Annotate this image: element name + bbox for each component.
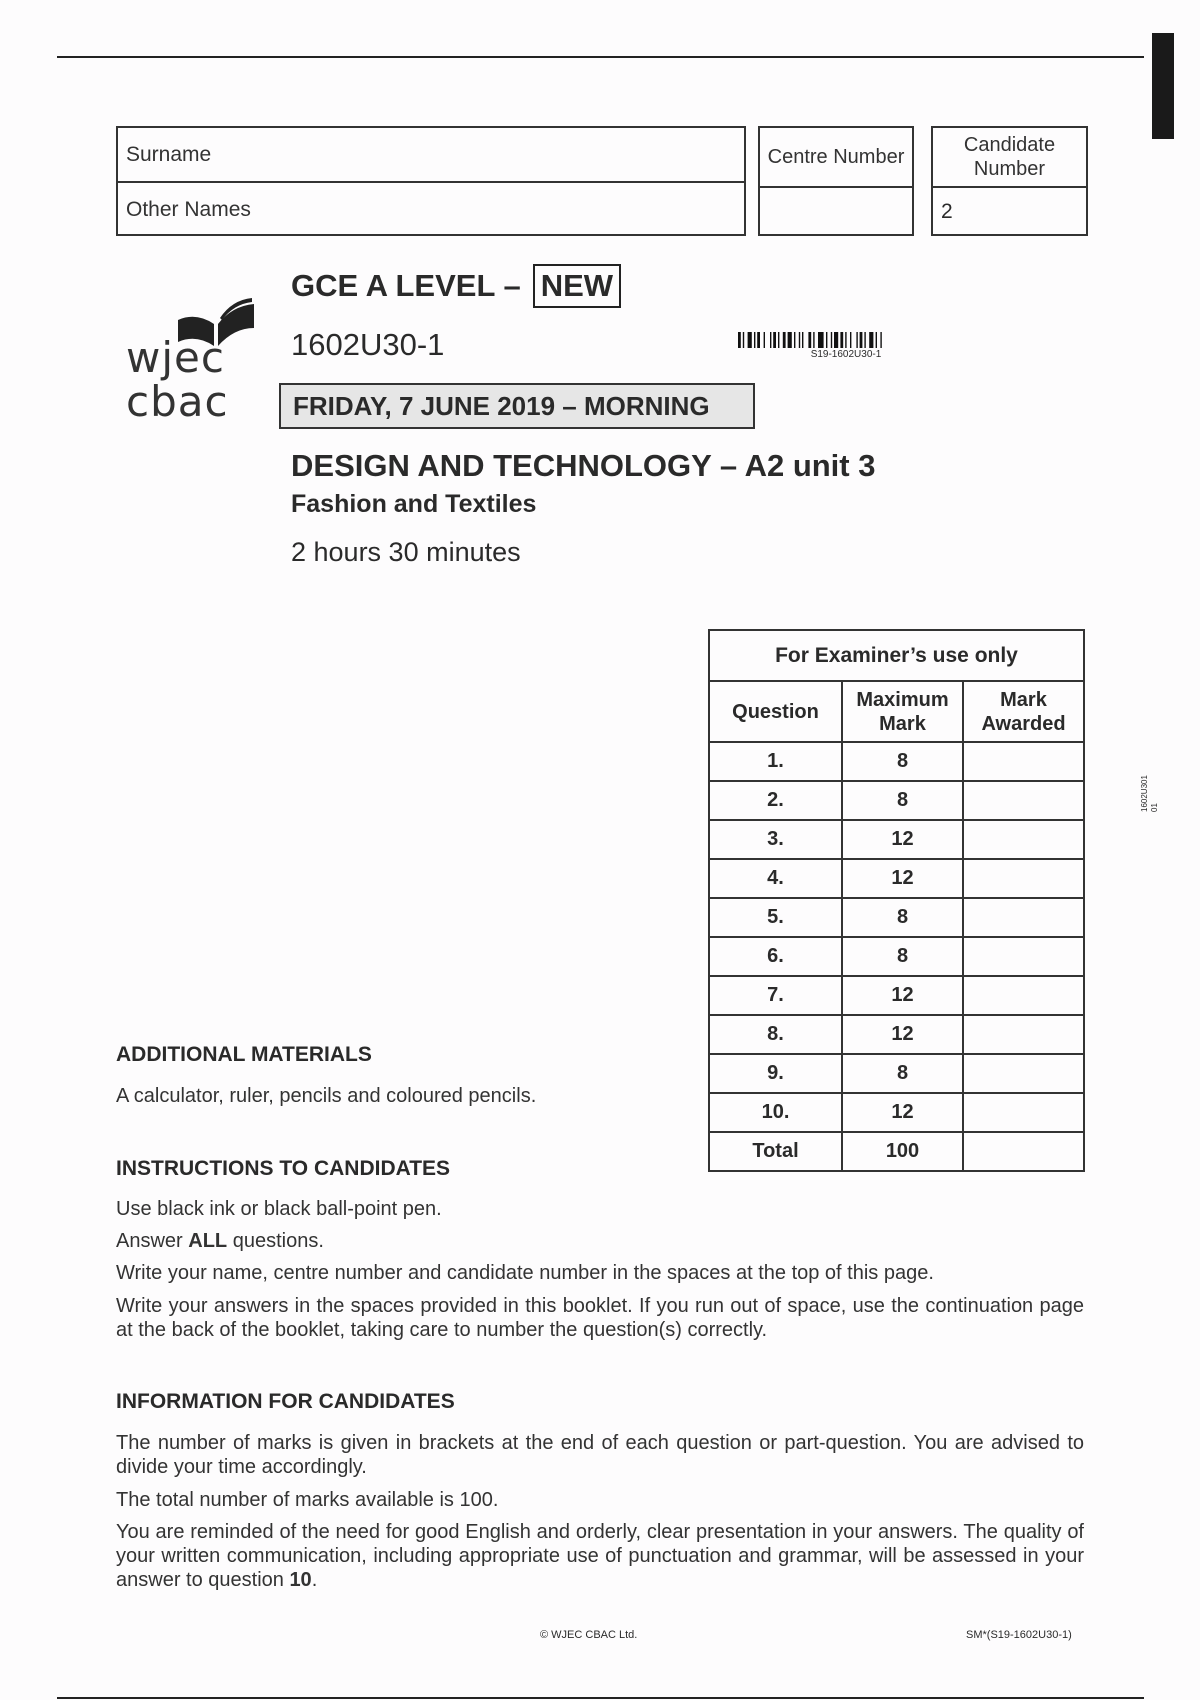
other-names-field[interactable] [118, 181, 744, 236]
max-mark: 8 [842, 1054, 963, 1093]
question-number: 9. [709, 1054, 842, 1093]
mark-awarded-cell[interactable] [963, 976, 1084, 1015]
other-names-label: Other Names [126, 197, 251, 221]
instruction-line-4: Write your answers in the spaces provided in this booklet. If you run out of space, use the continuation page at the back of the booklet, taking care to number the question(s) correctly. [116, 1295, 1084, 1341]
table-row [709, 781, 1084, 820]
barcode-icon [738, 332, 954, 348]
table-row [709, 859, 1084, 898]
table-row [709, 976, 1084, 1015]
paper-reference: SM*(S19-1602U30-1) [966, 1629, 1072, 1641]
page-tab-marker [1152, 33, 1174, 139]
mark-awarded-cell[interactable] [963, 820, 1084, 859]
instruction-line-2: Answer ALL questions. [116, 1230, 324, 1252]
col-question: Question [709, 681, 842, 742]
copyright: © WJEC CBAC Ltd. [540, 1629, 638, 1641]
subject-subtitle: Fashion and Textiles [291, 490, 537, 518]
question-number: 5. [709, 898, 842, 937]
table-row [709, 1015, 1084, 1054]
mark-awarded-cell[interactable] [963, 898, 1084, 937]
col-mark-awarded: Mark Awarded [963, 681, 1084, 742]
max-mark: 12 [842, 820, 963, 859]
additional-materials-heading: ADDITIONAL MATERIALS [116, 1043, 372, 1066]
surname-field[interactable] [118, 128, 744, 181]
question-number: 3. [709, 820, 842, 859]
instructions-heading: INSTRUCTIONS TO CANDIDATES [116, 1157, 451, 1180]
information-heading: INFORMATION FOR CANDIDATES [116, 1390, 455, 1413]
max-mark: 12 [842, 1015, 963, 1054]
total-awarded-cell[interactable] [963, 1132, 1084, 1171]
question-number: 8. [709, 1015, 842, 1054]
logo-text-wjec: wjec [126, 333, 225, 382]
top-rule [57, 56, 1144, 58]
new-tag: NEW [533, 264, 621, 308]
logo-text-cbac: cbac [126, 377, 229, 426]
max-mark: 8 [842, 781, 963, 820]
table-row [709, 820, 1084, 859]
total-label: Total [709, 1132, 842, 1171]
candidate-number-label: Candidate Number [933, 128, 1086, 188]
mark-awarded-cell[interactable] [963, 937, 1084, 976]
exam-level [291, 264, 621, 308]
question-number: 10. [709, 1093, 842, 1132]
subject-title: DESIGN AND TECHNOLOGY – A2 unit 3 [291, 448, 876, 483]
information-line-2: The total number of marks available is 100. [116, 1489, 499, 1511]
surname-label: Surname [126, 142, 212, 166]
centre-number-box [758, 126, 914, 236]
mark-awarded-cell[interactable] [963, 1015, 1084, 1054]
table-row [709, 742, 1084, 781]
examiner-table-caption: For Examiner’s use only [709, 630, 1084, 681]
information-line-1: The number of marks is given in brackets at the end of each question or part-question. You are advised to divide your time accordingly. [116, 1432, 1084, 1478]
mark-awarded-cell[interactable] [963, 781, 1084, 820]
additional-materials-text: A calculator, ruler, pencils and coloured pencils. [116, 1085, 537, 1107]
max-mark: 12 [842, 1093, 963, 1132]
question-number: 4. [709, 859, 842, 898]
exam-duration: 2 hours 30 minutes [291, 537, 521, 567]
question-number: 7. [709, 976, 842, 1015]
question-number: 6. [709, 937, 842, 976]
question-number: 1. [709, 742, 842, 781]
bottom-rule [57, 1697, 1144, 1699]
max-mark: 12 [842, 976, 963, 1015]
level-text: GCE A LEVEL – [291, 268, 521, 303]
candidate-number-field[interactable]: 2 [941, 200, 953, 223]
col-maximum-mark: Maximum Mark [842, 681, 963, 742]
max-mark: 8 [842, 937, 963, 976]
paper-code: 1602U30-1 [291, 327, 445, 362]
instruction-line-1: Use black ink or black ball-point pen. [116, 1198, 442, 1220]
wjec-cbac-logo [126, 296, 256, 426]
max-mark: 8 [842, 742, 963, 781]
centre-number-field[interactable] [760, 188, 912, 236]
candidate-number-box [931, 126, 1088, 236]
exam-date: FRIDAY, 7 JUNE 2019 – MORNING [279, 383, 755, 429]
candidate-name-box [116, 126, 746, 236]
mark-awarded-cell[interactable] [963, 742, 1084, 781]
table-row [709, 937, 1084, 976]
barcode-text: S19-1602U30-1 [810, 349, 882, 360]
centre-number-label: Centre Number [760, 128, 912, 188]
max-mark: 12 [842, 859, 963, 898]
max-mark: 8 [842, 898, 963, 937]
table-row [709, 898, 1084, 937]
mark-awarded-cell[interactable] [963, 859, 1084, 898]
total-row [709, 1132, 1084, 1171]
total-max-mark: 100 [842, 1132, 963, 1171]
instruction-line-3: Write your name, centre number and candidate number in the spaces at the top of this page. [116, 1262, 934, 1284]
question-number: 2. [709, 781, 842, 820]
side-code: 1602U301 01 [1140, 775, 1159, 812]
information-line-3: You are reminded of the need for good English and orderly, clear presentation in your answers. The quality of your written communication, including appropriate use of punctuation and grammar, will be assessed in your answer to question 10. [116, 1521, 1084, 1591]
